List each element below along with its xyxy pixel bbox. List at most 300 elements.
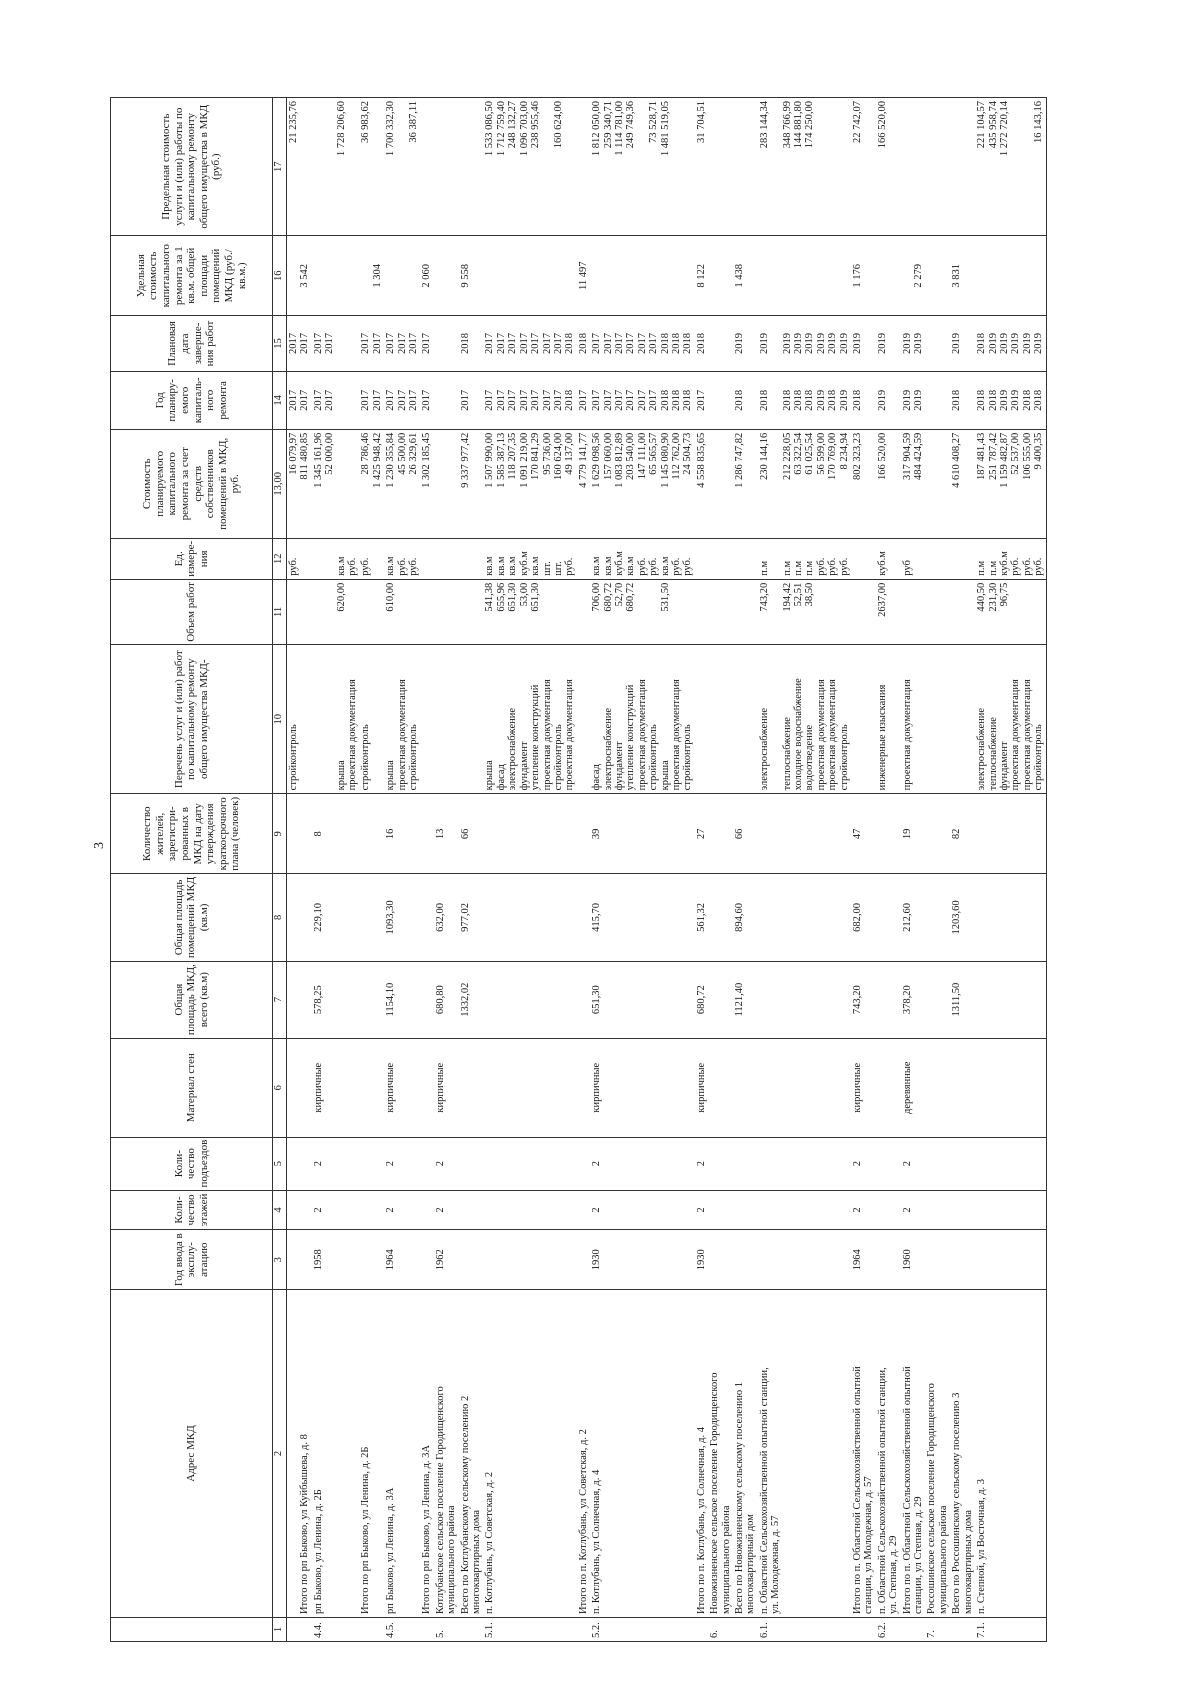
unit-cost-cell: [384, 236, 420, 316]
year-built-cell: [577, 1230, 590, 1290]
address-line: Итого по п. Областной Сельскохозяйственной опытной: [852, 1366, 864, 1615]
column-header-14: Год планиру-емого капиталь-ного ремонта: [111, 371, 273, 429]
column-header-10: Перечень услуг и (или) работ по капитальному ремонту общего имущества МКД-: [111, 645, 273, 794]
completion-date-line: [435, 319, 446, 368]
cost-line: 95 736,00: [541, 432, 553, 475]
completion-date-cell: [925, 316, 950, 372]
total-area-value: 1154,10: [385, 982, 397, 1017]
repair-year-line: [709, 375, 720, 426]
unit-cost-line: 2 060: [421, 263, 433, 288]
cost-cell: [384, 429, 420, 538]
works-list-line: стройконтроль: [682, 724, 694, 791]
cost-cell: [312, 429, 360, 538]
address-line: Итого по рп Быково, ул Куйбышева, д. 8: [299, 1434, 311, 1615]
column-header-12: Ед. измере-ния: [111, 538, 273, 579]
residents-cell: [312, 794, 360, 874]
max-cost-line: [682, 101, 693, 232]
row-index-cell: [287, 1618, 312, 1642]
floors-value: 2: [312, 1207, 324, 1213]
work-volume-line: [696, 583, 707, 641]
max-cost-line: [951, 101, 962, 232]
wall-material-cell: [733, 1038, 758, 1137]
premises-area-value: [709, 877, 720, 957]
cost-line: 1 159 482,87: [998, 432, 1010, 488]
unit-line: руб.: [648, 557, 660, 576]
entrances-cell: [708, 1137, 733, 1190]
completion-date-line: 2019: [838, 333, 850, 355]
total-area-cell: [901, 961, 926, 1038]
premises-area-value: [976, 877, 987, 957]
address-cell: [312, 1289, 360, 1617]
address-line: Всего по Новожизненскому сельскому поселению 1: [734, 1382, 745, 1615]
wall-material-cell: [420, 1038, 433, 1137]
total-area-value: [421, 965, 432, 1035]
total-area-value: [759, 965, 770, 1035]
work-volume-line: [734, 583, 745, 641]
work-volume-line: [542, 583, 553, 641]
year-built-cell: [590, 1230, 695, 1290]
max-cost-line: [902, 101, 913, 232]
cost-line: 45 500,00: [396, 432, 408, 475]
work-volume-line: 610,00: [385, 582, 397, 612]
max-cost-cell: [975, 98, 1046, 236]
completion-date-line: 2017: [530, 333, 542, 355]
unit-cost-line: 1 176: [852, 263, 864, 288]
address-cell: [708, 1289, 733, 1617]
address-line: [637, 1293, 648, 1614]
cost-cell: [287, 429, 312, 538]
wall-material-cell: [590, 1038, 695, 1137]
repair-year-line: 2017: [484, 389, 496, 411]
year-built-value: [484, 1233, 495, 1286]
cost-cell: [901, 429, 926, 538]
premises-area-value: [877, 877, 888, 957]
works-list-cell: [851, 645, 876, 794]
unit-line: [435, 542, 446, 576]
unit-cost-line: [360, 239, 371, 312]
work-volume-line: [902, 583, 913, 641]
completion-date-cell: [384, 316, 420, 372]
works-list-line: фасад: [495, 764, 507, 791]
address-line: п. Котлубань, ул Солнечная, д. 4: [591, 1469, 603, 1615]
premises-area-cell: [287, 874, 312, 961]
table-row: [901, 98, 926, 1642]
repair-year-line: 2019: [913, 389, 925, 411]
premises-area-value: 415,70: [591, 902, 603, 932]
address-cell: [434, 1289, 459, 1617]
address-line: [408, 1293, 419, 1614]
unit-cell: [590, 538, 695, 579]
unit-line: руб.: [682, 557, 694, 576]
wall-material-cell: [312, 1038, 360, 1137]
address-line: [397, 1293, 408, 1614]
works-list-cell: [420, 645, 433, 794]
completion-date-line: 2019: [901, 333, 913, 355]
address-cell: [851, 1289, 876, 1617]
year-built-cell: [708, 1230, 733, 1290]
total-area-cell: [950, 961, 975, 1038]
column-number-8: 8: [273, 874, 287, 961]
max-cost-line: 1 096 703,00: [518, 101, 530, 157]
row-index-value: 4.5.: [385, 1622, 397, 1638]
repair-year-cell: [758, 371, 851, 429]
unit-cost-line: [926, 239, 937, 312]
works-list-line: электроснабжение: [758, 707, 770, 791]
address-cell: [925, 1289, 950, 1617]
wall-material-value: [460, 1042, 471, 1134]
address-line: Всего по Россошинскому сельскому поселению 3: [951, 1392, 963, 1615]
repair-year-line: 2017: [530, 389, 542, 411]
completion-date-line: 2019: [852, 333, 864, 355]
table-row: [975, 98, 1046, 1642]
works-list-line: крыша: [335, 760, 347, 791]
max-cost-line: 259 340,71: [602, 101, 614, 149]
completion-date-line: 2017: [541, 333, 553, 355]
unit-line: [460, 542, 471, 576]
wall-material-value: [926, 1042, 937, 1134]
residents-value: 39: [591, 828, 603, 840]
wall-material-cell: [925, 1038, 950, 1137]
address-cell: [420, 1289, 433, 1617]
unit-cell: [359, 538, 384, 579]
address-line: [1022, 1293, 1033, 1614]
completion-date-line: 2019: [793, 333, 805, 355]
entrances-cell: [359, 1137, 384, 1190]
repair-year-line: 2018: [827, 389, 839, 411]
floors-cell: [901, 1190, 926, 1230]
cost-line: 28 786,46: [360, 432, 372, 475]
cost-line: 212 228,05: [781, 432, 793, 480]
row-index-cell: [733, 1618, 758, 1642]
year-built-value: [360, 1233, 371, 1286]
works-list-line: [770, 648, 781, 790]
completion-date-cell: [876, 316, 901, 372]
works-list-line: [578, 648, 589, 790]
repair-year-line: 2019: [876, 389, 888, 411]
wall-material-cell: [695, 1038, 708, 1137]
address-line: Итого по п. Котлубань, ул Солнечная, д. 4: [695, 1427, 707, 1615]
row-index-value: 5.1.: [484, 1622, 496, 1638]
cost-line: [709, 433, 720, 535]
row-index-cell: [975, 1618, 1046, 1642]
address-cell: [695, 1289, 708, 1617]
unit-cost-line: [759, 239, 770, 312]
row-index-cell: [695, 1618, 708, 1642]
completion-date-line: 2019: [1010, 333, 1022, 355]
cost-line: 118 207,35: [507, 432, 519, 480]
max-cost-line: [1010, 101, 1021, 232]
repair-year-line: 2019: [1010, 389, 1022, 411]
table-row: [950, 98, 975, 1642]
table-row: [384, 98, 420, 1642]
floors-value: [734, 1194, 745, 1227]
repair-year-line: 2018: [793, 389, 805, 411]
cost-line: [435, 433, 446, 535]
completion-date-line: 2017: [507, 333, 519, 355]
wall-material-value: [484, 1042, 495, 1134]
unit-cost-cell: [434, 236, 459, 316]
work-volume-line: [648, 583, 659, 641]
repair-year-line: 2017: [360, 389, 372, 411]
works-list-line: [951, 648, 962, 790]
completion-date-line: 2017: [371, 333, 383, 355]
wall-material-cell: [950, 1038, 975, 1137]
row-index-value: [360, 1621, 371, 1638]
address-cell: [577, 1289, 590, 1617]
column-header-16: Удельная стоимость капитального ремонта за 1 кв.м. общей площади помещений МКД (руб./кв.м.): [111, 236, 273, 316]
works-list-line: проектная документация: [901, 679, 913, 791]
works-list-cell: [287, 645, 312, 794]
max-cost-line: 238 955,46: [530, 101, 542, 149]
entrances-value: 2: [312, 1160, 324, 1167]
entrances-cell: [384, 1137, 420, 1190]
max-cost-cell: [359, 98, 384, 236]
max-cost-cell: [733, 98, 758, 236]
repair-year-cell: [950, 371, 975, 429]
repair-year-line: 2018: [987, 389, 999, 411]
address-cell: [901, 1289, 926, 1617]
work-volume-cell: [950, 579, 975, 644]
works-list-line: [324, 648, 335, 790]
unit-line: [421, 542, 432, 576]
address-line: [793, 1293, 804, 1614]
residents-value: [759, 797, 770, 870]
residents-cell: [950, 794, 975, 874]
column-header-1: [111, 1618, 273, 1642]
unit-line: п.м: [987, 560, 999, 576]
unit-cost-cell: [975, 236, 1046, 316]
max-cost-line: 1 712 759,40: [495, 101, 507, 157]
address-line: ул. Степная, д. 29: [888, 1535, 900, 1615]
year-built-cell: [312, 1230, 360, 1290]
premises-area-cell: [459, 874, 484, 961]
unit-line: куб.м: [998, 551, 1010, 576]
row-index-value: 5.: [434, 1630, 446, 1638]
unit-line: руб.: [636, 557, 648, 576]
completion-date-cell: [287, 316, 312, 372]
cost-cell: [695, 429, 708, 538]
wall-material-value: [976, 1042, 987, 1134]
residents-value: 16: [385, 828, 397, 840]
completion-date-line: 2019: [951, 333, 963, 355]
cost-line: 1 585 387,13: [495, 432, 507, 488]
repair-year-cell: [359, 371, 384, 429]
max-cost-line: 249 749,36: [625, 101, 637, 149]
premises-area-value: 977,02: [459, 902, 471, 932]
wall-material-value: [734, 1042, 745, 1134]
work-volume-line: [288, 583, 299, 641]
works-list-cell: [950, 645, 975, 794]
repair-year-line: 2017: [324, 389, 336, 411]
unit-cost-line: [313, 239, 324, 312]
row-index-cell: [901, 1618, 926, 1642]
works-list-cell: [312, 645, 360, 794]
column-header-6: Материал стен: [111, 1038, 273, 1137]
works-list-line: утепление конструкций: [625, 684, 637, 791]
work-volume-line: 706,00: [591, 582, 603, 612]
address-line: станции, ул Молодежная, д. 57: [863, 1476, 875, 1615]
max-cost-line: [421, 101, 432, 232]
unit-line: кв.м: [484, 556, 496, 576]
total-area-value: [877, 965, 888, 1035]
column-number-4: 4: [273, 1190, 287, 1230]
residents-cell: [695, 794, 708, 874]
unit-cost-cell: [733, 236, 758, 316]
work-volume-line: [397, 583, 408, 641]
floors-cell: [577, 1190, 590, 1230]
work-volume-cell: [459, 579, 484, 644]
max-cost-cell: [287, 98, 312, 236]
repair-year-line: 2017: [613, 389, 625, 411]
work-volume-line: 231,30: [987, 582, 999, 612]
works-list-line: электроснабжение: [507, 707, 519, 791]
works-list-line: [435, 648, 446, 790]
max-cost-line: [770, 101, 781, 232]
table-row: [434, 98, 459, 1642]
unit-cost-cell: [708, 236, 733, 316]
completion-date-line: 2017: [613, 333, 625, 355]
unit-cost-line: [435, 239, 446, 312]
work-volume-line: 651,30: [507, 582, 519, 612]
total-area-cell: [758, 961, 851, 1038]
entrances-value: [360, 1141, 371, 1187]
max-cost-cell: [695, 98, 708, 236]
floors-value: [460, 1194, 471, 1227]
entrances-value: 2: [852, 1160, 864, 1167]
year-built-value: [759, 1233, 770, 1286]
completion-date-cell: [359, 316, 384, 372]
work-volume-line: [1033, 583, 1044, 641]
year-built-value: [709, 1233, 720, 1286]
premises-area-cell: [434, 874, 459, 961]
table-row: [577, 98, 590, 1642]
unit-cell: [950, 538, 975, 579]
works-list-line: крыша: [484, 760, 496, 791]
row-index-value: [288, 1621, 299, 1638]
completion-date-line: 2019: [876, 333, 888, 355]
unit-cell: [876, 538, 901, 579]
residents-value: 47: [852, 828, 864, 840]
max-cost-line: 174 250,00: [804, 101, 816, 149]
max-cost-line: 283 144,34: [758, 101, 770, 149]
max-cost-cell: [876, 98, 901, 236]
row-index-value: 7.: [926, 1630, 938, 1638]
entrances-value: 2: [591, 1160, 603, 1167]
cost-line: 1 507 990,00: [484, 432, 496, 488]
completion-date-line: 2019: [758, 333, 770, 355]
cost-line: 203 540,00: [625, 432, 637, 480]
column-header-7: Общая площадь МКД, всего (кв.м): [111, 961, 273, 1038]
work-volume-line: 53,00: [518, 582, 530, 607]
works-list-line: холодное водоснабжение: [793, 678, 805, 791]
unit-cost-cell: [876, 236, 901, 316]
work-volume-cell: [359, 579, 384, 644]
premises-area-value: 894,60: [734, 902, 745, 932]
completion-date-cell: [434, 316, 459, 372]
work-volume-line: [951, 583, 962, 641]
total-area-value: [709, 965, 720, 1035]
cost-line: 1 425 948,42: [371, 432, 383, 488]
residents-value: [421, 797, 432, 870]
address-line: [530, 1293, 541, 1614]
unit-line: [313, 542, 324, 576]
premises-area-cell: [695, 874, 708, 961]
max-cost-line: 73 528,71: [648, 101, 660, 143]
entrances-value: 2: [434, 1160, 446, 1167]
unit-line: [734, 542, 745, 576]
entrances-value: 2: [385, 1160, 397, 1167]
completion-date-line: 2017: [518, 333, 530, 355]
table-row: [359, 98, 384, 1642]
residents-cell: [434, 794, 459, 874]
works-list-line: [852, 648, 863, 790]
work-volume-cell: [708, 579, 733, 644]
cost-line: 1 286 747,82: [734, 432, 745, 488]
max-cost-line: [926, 101, 937, 232]
unit-line: кв.м: [335, 556, 347, 576]
address-line: [1010, 1293, 1021, 1614]
works-list-line: [421, 648, 432, 790]
column-number-6: 6: [273, 1038, 287, 1137]
cost-line: 811 480,85: [299, 432, 311, 480]
unit-cell: [708, 538, 733, 579]
address-line: [659, 1293, 670, 1614]
repair-year-line: 2017: [552, 389, 564, 411]
work-volume-line: 96,75: [998, 582, 1010, 607]
completion-date-line: 2018: [976, 333, 988, 355]
works-list-line: [460, 648, 471, 790]
completion-date-line: 2018: [682, 333, 694, 355]
cost-line: 251 787,42: [987, 432, 999, 480]
repair-year-line: 2018: [734, 389, 745, 411]
unit-line: п.м: [758, 560, 770, 576]
entrances-value: [976, 1141, 987, 1187]
year-built-value: 1964: [385, 1249, 397, 1271]
address-cell: [733, 1289, 758, 1617]
work-volume-line: 541,38: [484, 582, 496, 612]
work-volume-line: [408, 583, 419, 641]
residents-cell: [577, 794, 590, 874]
page-number: 3: [92, 842, 107, 849]
completion-date-line: 2019: [804, 333, 816, 355]
address-cell: [384, 1289, 420, 1617]
table-row: [708, 98, 733, 1642]
column-number-10: 10: [273, 645, 287, 794]
max-cost-cell: [434, 98, 459, 236]
premises-area-value: [421, 877, 432, 957]
row-index-cell: [851, 1618, 876, 1642]
work-volume-line: [324, 583, 335, 641]
address-line: [999, 1293, 1010, 1614]
repair-year-line: 2017: [288, 389, 299, 411]
entrances-cell: [733, 1137, 758, 1190]
works-list-cell: [733, 645, 758, 794]
works-list-line: [926, 648, 937, 790]
work-volume-cell: [695, 579, 708, 644]
row-index-cell: [434, 1618, 459, 1642]
premises-area-cell: [901, 874, 926, 961]
repair-year-cell: [420, 371, 433, 429]
max-cost-line: [324, 101, 335, 232]
completion-date-cell: [312, 316, 360, 372]
column-number-13: 13,00: [273, 429, 287, 538]
floors-value: [709, 1194, 720, 1227]
entrances-value: [951, 1141, 962, 1187]
works-list-line: [696, 648, 707, 790]
work-volume-cell: [925, 579, 950, 644]
residents-cell: [901, 794, 926, 874]
premises-area-value: [360, 877, 371, 957]
